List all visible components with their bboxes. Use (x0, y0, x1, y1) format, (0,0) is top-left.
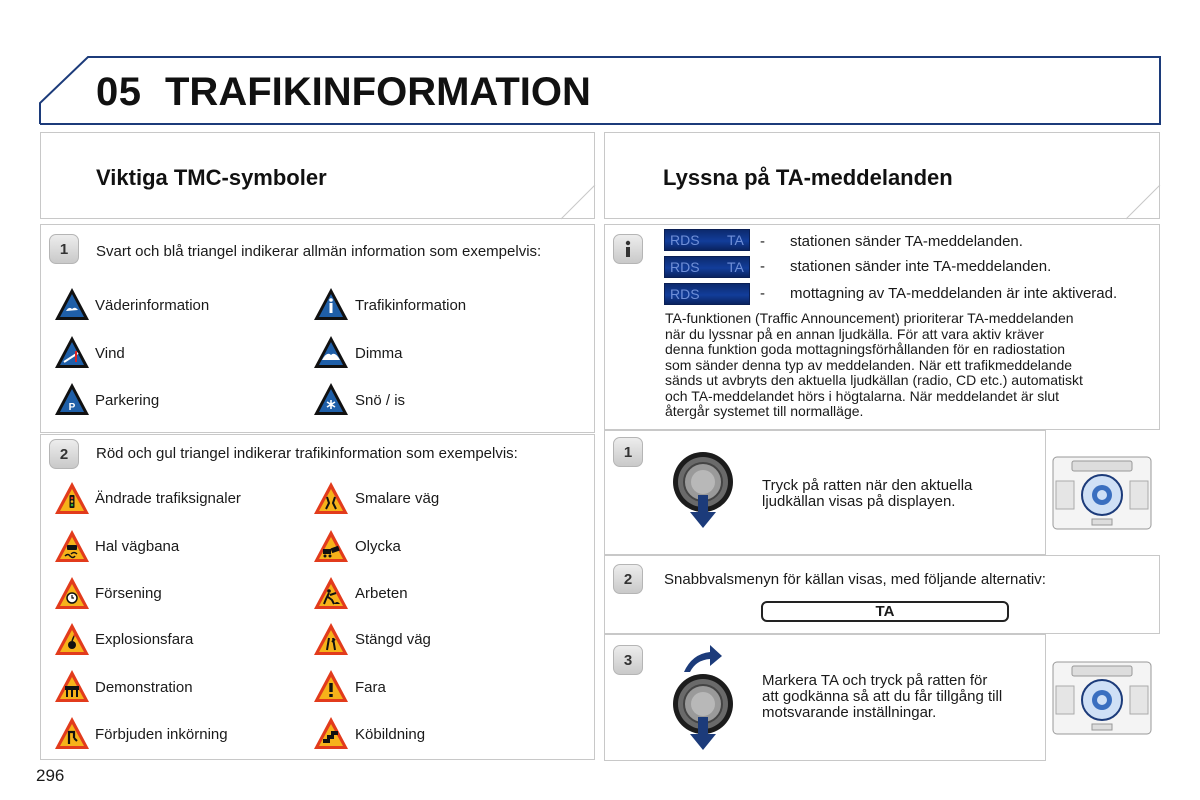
rds-label: RDS (670, 259, 700, 275)
sym-label-traffic: Trafikinformation (355, 297, 467, 314)
rds-row-2-text: stationen sänder inte TA-meddelanden. (790, 258, 1052, 275)
sym-label-roadworks: Arbeten (355, 585, 408, 602)
sym-label-snow: Snö / is (355, 392, 406, 409)
page-number: 296 (36, 766, 65, 785)
dash-2: - (760, 258, 765, 275)
slippery-road-icon (54, 529, 90, 563)
step-3-line-2: att godkänna så att du får tillgång till (762, 688, 1003, 705)
ta-line-3: denna funktion goda mottagningsförhållanden för en radiostation (665, 341, 1066, 357)
weather-info-icon (54, 287, 90, 321)
traffic-signals-icon (54, 481, 90, 515)
sym-label-closed: Stängd väg (355, 631, 431, 648)
rds-ta-active-indicator (664, 229, 750, 251)
sym-label-demonstration: Demonstration (95, 679, 193, 696)
accident-icon (313, 529, 349, 563)
ta-label: TA (727, 259, 744, 275)
info-icon (624, 240, 632, 258)
rds-only-indicator (664, 283, 750, 305)
chapter-title: TRAFIKINFORMATION (165, 70, 591, 114)
ta-line-1: TA-funktionen (Traffic Announcement) prioriterar TA-meddelanden (665, 310, 1074, 326)
dash-1: - (760, 233, 765, 250)
sym-label-signals: Ändrade trafiksignaler (95, 490, 241, 507)
sym-label-weather: Väderinformation (95, 297, 210, 314)
section1-intro: Svart och blå triangel indikerar allmän information som exempelvis: (96, 243, 542, 260)
sym-label-parking: Parkering (95, 392, 160, 409)
parking-icon (54, 382, 90, 416)
chapter-number: 05 (96, 70, 142, 114)
step-1-line-1: Tryck på ratten när den aktuella (762, 477, 973, 494)
snow-ice-icon (313, 382, 349, 416)
info-badge (613, 234, 643, 264)
step-1-line-2: ljudkällan visas på displayen. (762, 493, 956, 510)
sym-label-narrow: Smalare väg (355, 490, 440, 507)
step-3-line-3: motsvarande inställningar. (762, 704, 937, 721)
narrow-road-icon (313, 481, 349, 515)
rds-label: RDS (670, 286, 700, 302)
ta-line-4: som sänder denna typ av meddelanden. När ett trafikmeddelande (665, 356, 1073, 373)
sym-label-wind: Vind (95, 345, 125, 362)
fog-icon (313, 335, 349, 369)
step-2-box (604, 555, 1160, 634)
step-badge-3: 3 (613, 645, 643, 675)
left-heading: Viktiga TMC-symboler (96, 165, 327, 190)
rotate-arrow-icon (680, 642, 724, 674)
rds-label: RDS (670, 232, 700, 248)
wind-icon (54, 335, 90, 369)
right-heading-box (604, 132, 1160, 219)
step-badge-2: 2 (613, 564, 643, 594)
sym-label-slippery: Hal vägbana (95, 538, 180, 555)
section2-intro: Röd och gul triangel indikerar trafikinformation som exempelvis: (96, 445, 518, 462)
sym-label-queue: Köbildning (355, 726, 426, 743)
sym-label-accident: Olycka (355, 538, 401, 555)
rds-row-1-text: stationen sänder TA-meddelanden. (790, 233, 1023, 250)
ta-line-5: sänds ut avbryts den aktuella ljudkällan (radio, CD etc.) automatiskt (665, 372, 1083, 388)
closed-road-icon (313, 622, 349, 656)
sym-label-fog: Dimma (355, 345, 403, 362)
step-badge-1: 1 (49, 234, 79, 264)
ta-description (665, 311, 1150, 420)
sym-label-explosion: Explosionsfara (95, 631, 194, 648)
danger-icon (313, 669, 349, 703)
control-dial-icon (668, 450, 738, 530)
rds-ta-inactive-indicator (664, 256, 750, 278)
step-3-text (762, 673, 1002, 721)
step-badge-2: 2 (49, 439, 79, 469)
ta-line-7: återgår systemet till normalläge. (665, 403, 864, 419)
rds-row-3-text: mottagning av TA-meddelanden är inte aktiverad. (790, 285, 1118, 302)
explosion-icon (54, 622, 90, 656)
step-badge-1: 1 (613, 437, 643, 467)
step-3-line-1: Markera TA och tryck på ratten för (762, 672, 988, 689)
queue-icon (313, 716, 349, 750)
control-dial-icon (668, 672, 738, 752)
ta-option-button[interactable]: TA (761, 601, 1009, 622)
roadworks-icon (313, 576, 349, 610)
delay-icon (54, 576, 90, 610)
no-entry-icon (54, 716, 90, 750)
ta-line-2: när du lyssnar på en annan ljudkälla. För att vara aktiv kräver (665, 325, 1044, 342)
traffic-info-icon (313, 287, 349, 321)
svg-text:P: P (68, 402, 76, 413)
left-heading-box (40, 132, 595, 219)
dash-3: - (760, 285, 765, 302)
demonstration-icon (54, 669, 90, 703)
ta-line-6: och TA-meddelandet hörs i högtalarna. När meddelandet är slut (665, 387, 1060, 404)
dashboard-panel-icon (1052, 453, 1152, 533)
right-heading: Lyssna på TA-meddelanden (663, 165, 953, 190)
step-1-text (762, 478, 972, 510)
step-2-text: Snabbvalsmenyn för källan visas, med följande alternativ: (664, 571, 1046, 588)
sym-label-no-entry: Förbjuden inkörning (95, 726, 228, 743)
dashboard-panel-icon (1052, 658, 1152, 738)
ta-label: TA (727, 232, 744, 248)
sym-label-danger: Fara (355, 679, 386, 696)
sym-label-delay: Försening (95, 585, 162, 602)
